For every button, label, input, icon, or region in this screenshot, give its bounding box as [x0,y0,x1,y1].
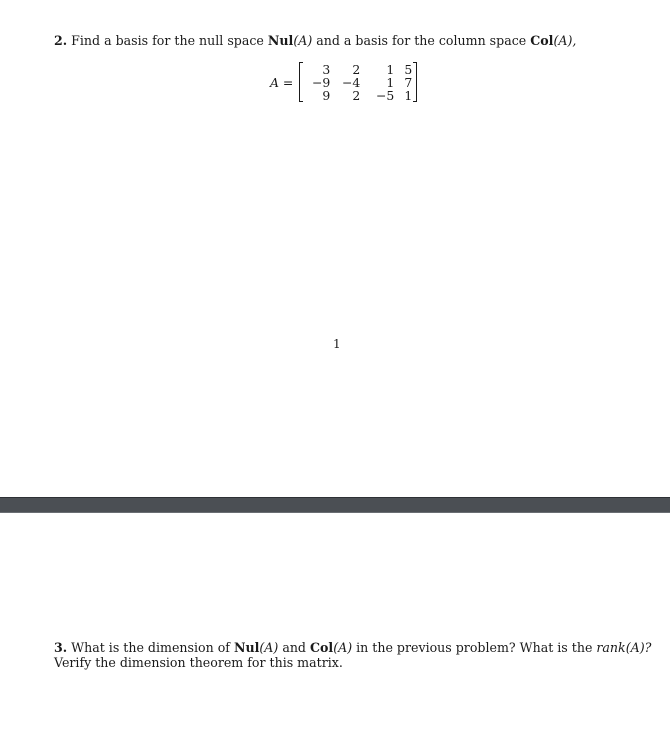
matrix-cell: 2 [352,87,361,103]
col-operator: Col [530,33,554,48]
rank-operator: rank [596,640,626,655]
matrix-equation [270,61,417,103]
matrix-entries [303,63,413,102]
nul-argument: (A) [259,640,279,655]
problem-3-text-3: in the previous problem? What is the [352,640,597,655]
matrix-lhs [270,75,293,90]
right-bracket [413,62,417,102]
problem-3-number: 3. [54,640,68,655]
matrix-cell: 5 [404,61,413,77]
document-page-2 [0,513,670,736]
matrix-cell: −4 [342,74,361,90]
problem-2-number: 2. [54,33,68,48]
page-separator [0,497,670,513]
matrix-cell: 1 [386,74,395,90]
problem-2-text-2: and a basis for the column space [312,33,531,48]
nul-operator: Nul [267,33,294,48]
col-argument: (A), [553,33,577,48]
matrix-cell: −9 [312,74,331,90]
matrix-cell: 9 [322,87,331,103]
matrix-cell: 7 [404,74,413,90]
matrix-cell: 3 [322,61,331,77]
matrix-cell: 1 [404,87,413,103]
nul-argument: (A) [293,33,313,48]
nul-operator: Nul [233,640,260,655]
matrix-name: A [270,74,279,90]
matrix-cell: 2 [352,61,361,77]
page-number: 1 [333,337,341,351]
problem-3-statement [54,640,651,670]
problem-3-text-2: and [278,640,310,655]
matrix-cell: 1 [386,61,395,77]
col-operator: Col [310,640,334,655]
equals-sign: = [278,74,294,90]
rank-argument: (A)? [625,640,652,655]
matrix-cell: −5 [376,87,395,103]
problem-3-text-1: What is the dimension of [67,640,234,655]
problem-2-text-1: Find a basis for the null space [67,33,268,48]
problem-3-line-2: Verify the dimension theorem for this matrix. [54,655,343,670]
problem-3-line-1 [54,640,651,655]
col-argument: (A) [333,640,353,655]
problem-2-statement [54,33,576,48]
